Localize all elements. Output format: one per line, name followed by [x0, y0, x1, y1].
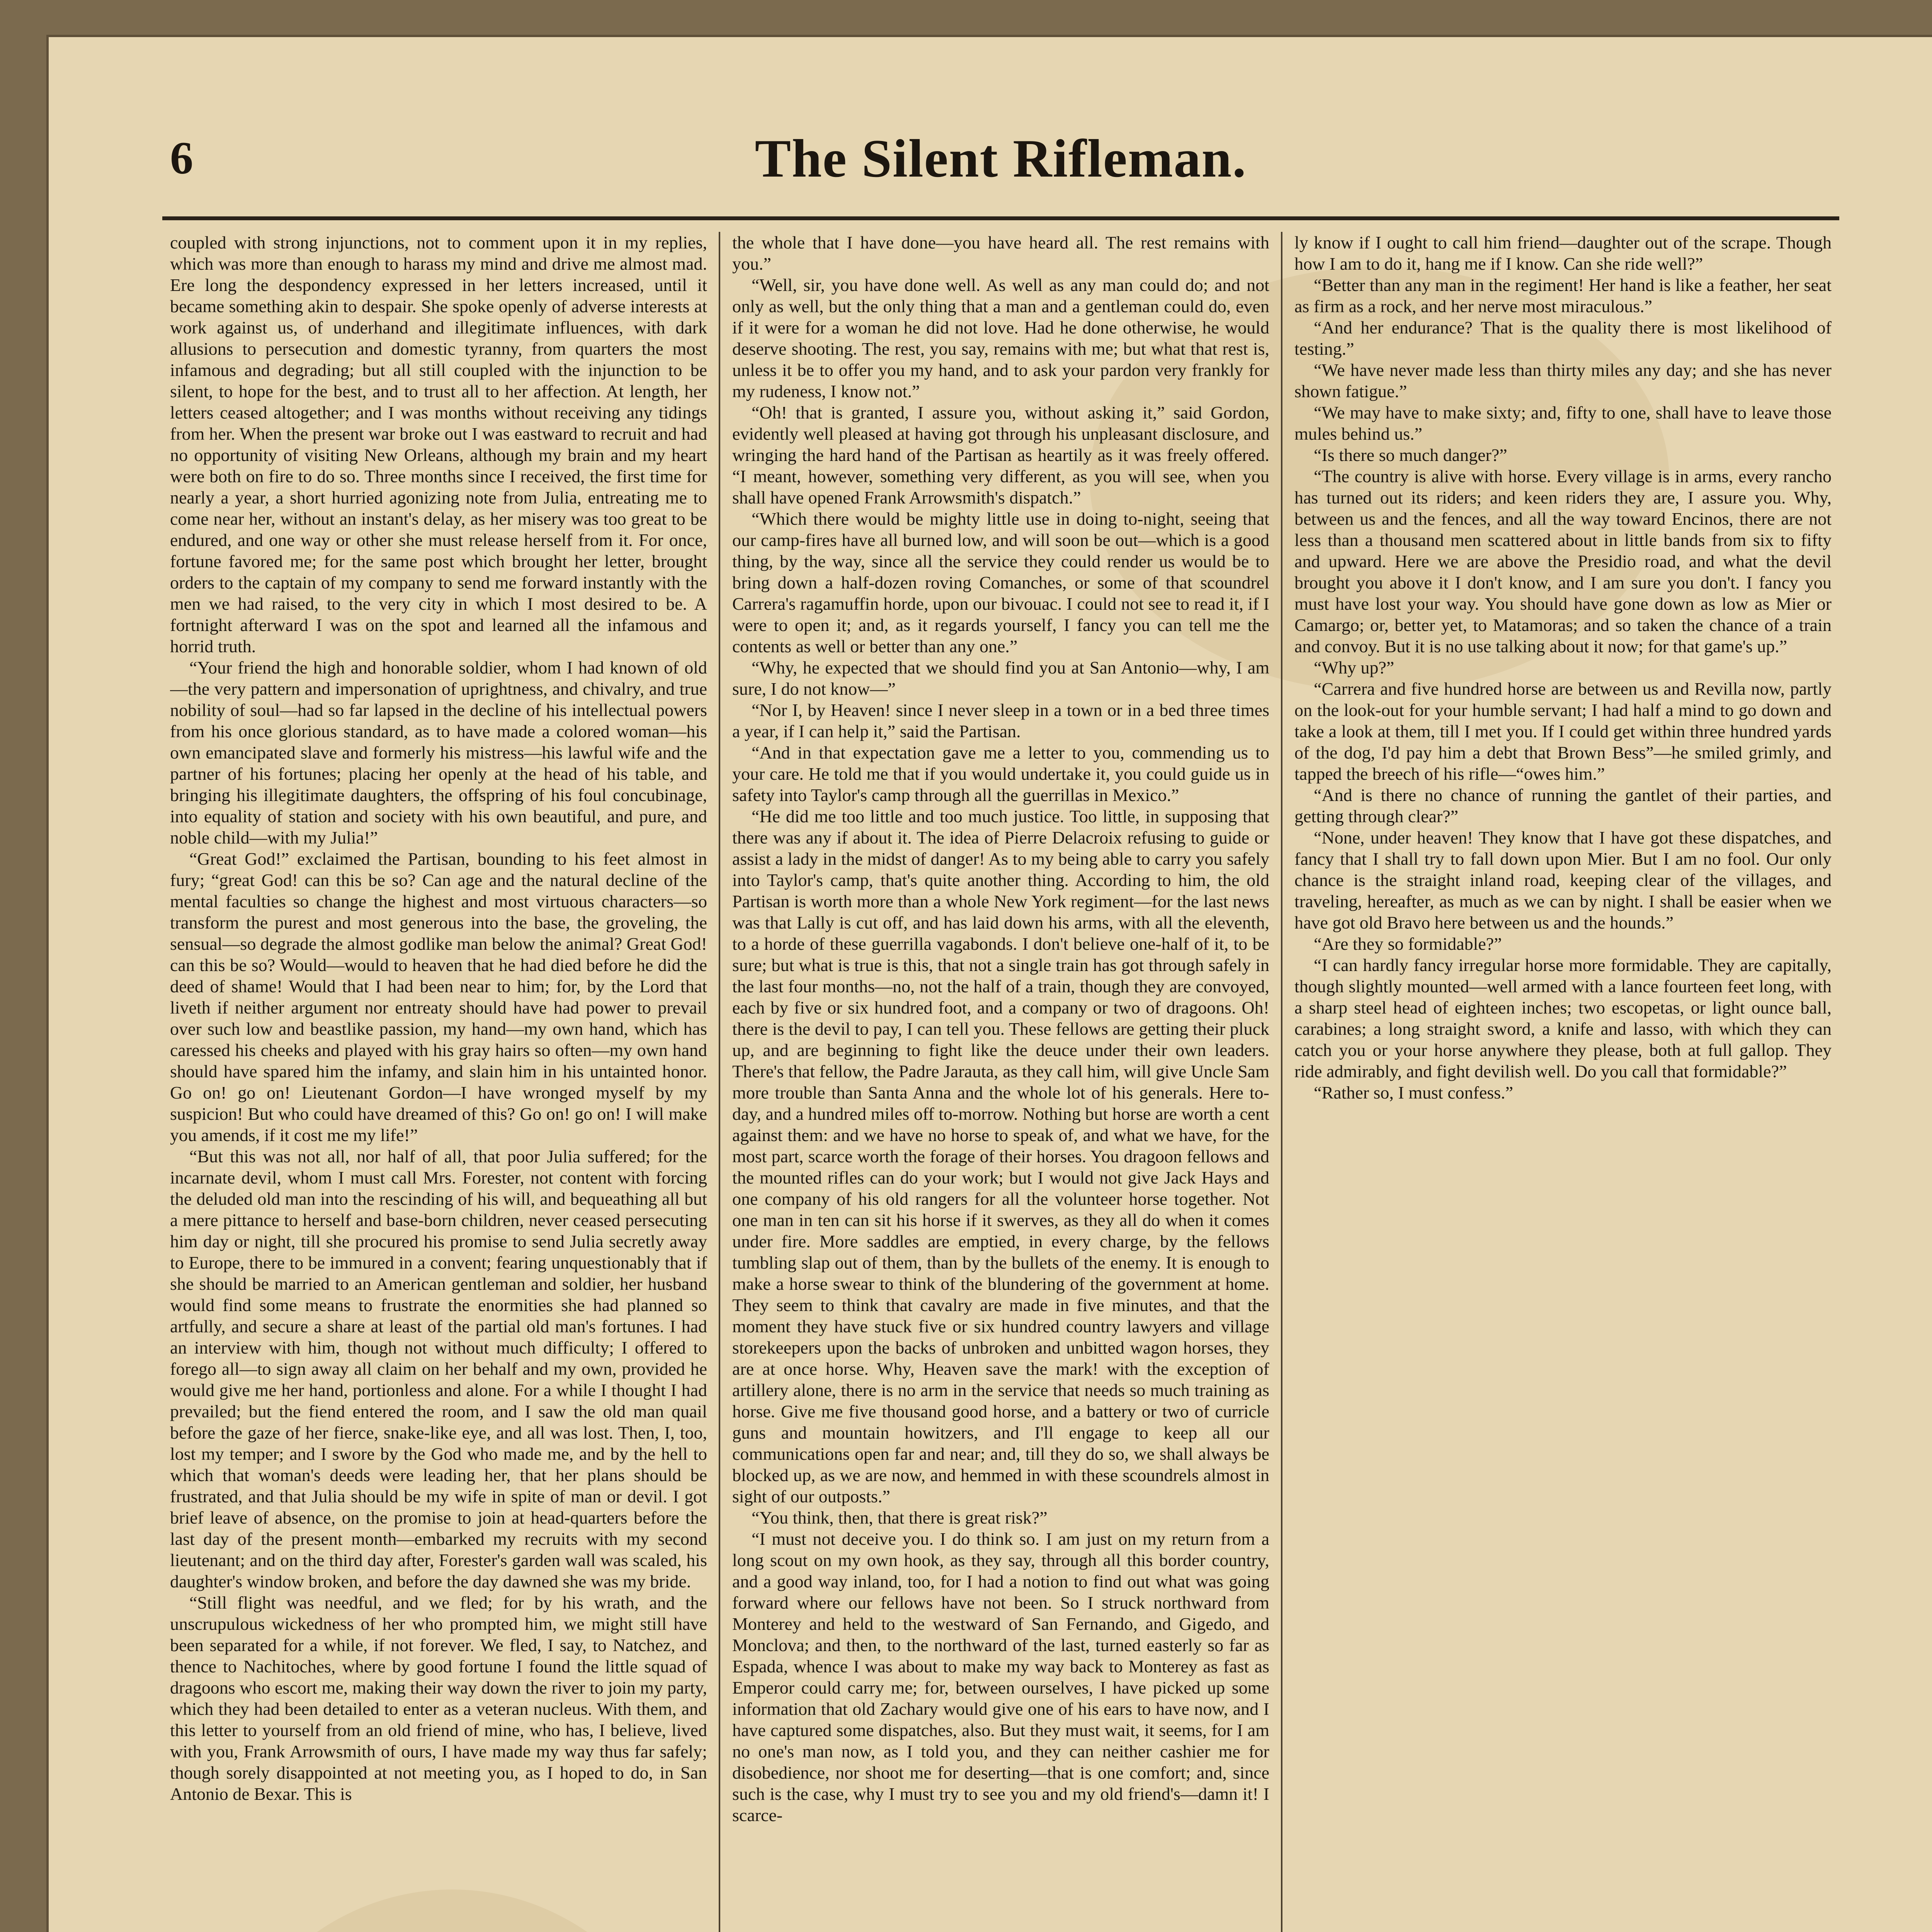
- article-body: [170, 232, 1832, 1932]
- paragraph: “You think, then, that there is great risk?”: [752, 1508, 1048, 1527]
- paragraph: “I must not deceive you. I do think so. I am just on my return from a long scout on my own hook, as they say, through all this border country, and a good way inland, too, for I had a notion to find out what was going forward where our fellows have not been. So I struck northward from Monterey and held to the westward of San Fernando, and Gigedo, and Monclova; and then, to the northward of the last, turned easterly so far as Espada, whence I was about to make my way back to Monterey as fast as Emperor could carry me; for, between ourselves, I have picked up some information that old Zachary would give one of his ears to have now, and I have captured some dispatches, also. But they must wait, it seems, for I am no one's man now, as I told you, and they can neither cashier me for disobedience, nor shoot me for deserting—that is one comfort; and, since such is the case, why I must try to see you and my old friend's—damn it! I scarce-: [732, 1529, 1269, 1825]
- paragraph: “Carrera and five hundred horse are between us and Revilla now, partly on the look-out for your humble servant; I had half a mind to go down and take a look at them, till I met you. If I could get within three hundred yards of the dog, I'd pay him a debt that Brown Bess”—he smiled grimly, and tapped the breech of his rifle—“owes him.”: [1294, 679, 1832, 784]
- paragraph: “Oh! that is granted, I assure you, without asking it,” said Gordon, evidently well pleased at having got through his unpleasant disclosure, and wringing the hard hand of the Partisan as heartily as it was freely offered. “I meant, however, something very different, as you will see, when you shall have opened Frank Arrowsmith's dispatch.”: [732, 403, 1269, 507]
- paragraph: “We may have to make sixty; and, fifty to one, shall have to leave those mules behind us.”: [1294, 403, 1832, 444]
- paragraph: “Why up?”: [1314, 658, 1395, 677]
- paragraph: “We have never made less than thirty miles any day; and she has never shown fatigue.”: [1294, 360, 1832, 401]
- paragraph: “Better than any man in the regiment! Her hand is like a feather, her seat as firm as a rock, and her nerve most miraculous.”: [1294, 275, 1832, 316]
- paragraph: “Nor I, by Heaven! since I never sleep in a town or in a bed three times a year, if I can help it,” said the Partisan.: [732, 700, 1269, 741]
- text-column-2: [732, 232, 1269, 1932]
- paragraph: “Your friend the high and honorable soldier, whom I had known of old—the very pattern and impersonation of uprightness, and chivalry, and true nobility of soul—had so far lapsed in the decline of his intellectual powers from his once glorious standard, as to have made a colored woman—his own emancipated slave and formerly his mistress—his lawful wife and the partner of his fortunes; placing her openly at the head of his table, and bringing his illegitimate daughters, the offspring of his foul concubinage, into equality of station and society with his own beautiful, and pure, and noble child—with my Julia!”: [170, 658, 707, 847]
- paragraph: “He did me too little and too much justice. Too little, in supposing that there was any if about it. The idea of Pierre Delacroix refusing to guide or assist a lady in the midst of danger! As to my being able to carry you safely into Taylor's camp, that's quite another thing. According to him, the old Partisan is worth more than a whole New York regiment—for the last news was that Lally is cut off, and has laid down his arms, with all the eleventh, to a horde of these guerrilla vagabonds. I don't believe one-half of it, to be sure; but what is true is this, that not a single train has got through safely in the last four months—no, not the half of a train, though they are convoyed, each by five or six hundred foot, and a company or two of dragoons. Oh! there is the devil to pay, I can tell you. These fellows are getting their pluck up, and are beginning to fight like the deuce under their own leaders. There's that fellow, the Padre Jarauta, as they call him, will give Uncle Sam more trouble than Santa Anna and the whole lot of his generals. Here to-day, and a hundred miles off to-morrow. Nothing but horse are worth a cent against them: and we have no horse to speak of, and what we have, for the most part, scarce worth the forage of their horses. You dragoon fellows and the mounted rifles can do your work; but I would not give Jack Hays and one company of his old rangers for all the volunteer horse together. Not one man in ten can sit his horse if it swerves, as they all do when it comes under fire. More saddles are emptied, in every charge, by the fellows tumbling slap out of them, than by the bullets of the enemy. It is enough to make a horse swear to think of the blundering of the government at home. They seem to think that cavalry are made in five minutes, and that the moment they have stuck five or six hundred country lawyers and village storekeepers upon the backs of unbroken and unbitted wagon horses, they are at once horse. Why, Heaven save the mark! with the exception of artillery alone, there is no arm in the service that needs so much training as horse. Give me five thousand good horse, and a battery or two of curricle guns and mountain howitzers, and I'll engage to keep all our communications open far and near; and, till they do so, we shall always be blocked up, as we are now, and hemmed in with these scoundrels almost in sight of our outposts.”: [732, 806, 1269, 1506]
- page-number: 6: [170, 132, 193, 184]
- text-column-1: [170, 232, 707, 1932]
- paragraph: “Rather so, I must confess.”: [1314, 1083, 1514, 1102]
- paragraph: “None, under heaven! They know that I have got these dispatches, and fancy that I shall try to fall down upon Mier. But I am no fool. Our only chance is the straight inland road, keeping clear of the villages, and traveling, hereafter, as much as we can by night. I shall be easier when we have got old Bravo here between us and the hounds.”: [1294, 828, 1832, 932]
- column-divider: [719, 232, 720, 1932]
- paragraph: ly know if I ought to call him friend—daughter out of the scrape. Though how I am to do it, hang me if I know. Can she ride well?”: [1294, 233, 1832, 274]
- column-divider: [1281, 232, 1282, 1932]
- paragraph: “Which there would be mighty little use in doing to-night, seeing that our camp-fires have all burned low, and will soon be out—which is a good thing, by the way, since all the service they could render us would be to bring down a half-dozen roving Comanches, or some of that scoundrel Carrera's ragamuffin horde, upon our bivouac. I could not see to read it, if I were to open it; and, as it regards yourself, I fancy you can tell me the contents as well or better than any one.”: [732, 509, 1269, 656]
- paragraph: “The country is alive with horse. Every village is in arms, every rancho has turned out its riders; and keen riders they are, I assure you. Why, between us and the fences, and all the way toward Encinos, there are not less than a thousand men scattered about in little bands from six to fifty and upward. Here we are above the Presidio road, and what the devil brought you above it I don't know, and I am sure you don't. I fancy you must have lost your way. You should have gone down as low as Mier or Camargo; or, better yet, to Matamoras; and so taken the chance of a train and convoy. But it is no use talking about it now; for that game's up.”: [1294, 466, 1832, 656]
- paragraph: the whole that I have done—you have heard all. The rest remains with you.”: [732, 233, 1269, 274]
- header-divider: [162, 216, 1839, 220]
- paragraph: “Are they so formidable?”: [1314, 934, 1502, 954]
- paragraph: “Is there so much danger?”: [1314, 445, 1507, 465]
- paragraph: “Great God!” exclaimed the Partisan, bounding to his feet almost in fury; “great God! can this be so? Can age and the natural decline of the mental faculties so change the highest and most virtuous characters—so transform the purest and most generous into the base, the groveling, the sensual—so degrade the almost godlike man below the animal? Great God! can this be so? Would—would to heaven that he had died before he did the deed of shame! Would that I had been near to him; for, by the Lord that liveth if neither argument nor entreaty should have had power to prevail over such low and beastlike passion, my hand—my own hand, which has caressed his cheeks and played with his gray hairs so often—my own hand should have spared him the infamy, and slain him in his untainted honor. Go on! go on! Lieutenant Gordon—I have wronged myself by my suspicion! But who could have dreamed of this? Go on! go on! I will make you amends, if it cost me my life!”: [170, 849, 707, 1145]
- paragraph: “Still flight was needful, and we fled; for by his wrath, and the unscrupulous wickedness of her who prompted him, we might still have been separated for a while, if not forever. We fled, I say, to Natchez, and thence to Nachitoches, where by good fortune I found the little squad of dragoons who escort me, making their way down the river to join my party, which they had been detailed to enter as a veteran nucleus. With them, and this letter to yourself from an old friend of mine, who has, I believe, lived with you, Frank Arrowsmith of ours, I have made my way thus far safely; though sorely disappointed at not meeting you, as I hoped to do, in San Antonio de Bexar. This is: [170, 1593, 707, 1804]
- paragraph: “Well, sir, you have done well. As well as any man could do; and not only as well, but the only thing that a man and a gentleman could do, even if it were for a woman he did not love. Had he done otherwise, he would deserve shooting. The rest, you say, remains with me; but what that rest is, unless it be to offer you my hand, and to ask your pardon very frankly for my rudeness, I know not.”: [732, 275, 1269, 401]
- paragraph: coupled with strong injunctions, not to comment upon it in my replies, which was more than enough to harass my mind and drive me almost mad. Ere long the despondency expressed in her letters increased, until it became something akin to despair. She spoke openly of adverse interests at work against us, of underhand and illegitimate influences, with dark allusions to persecution and domestic tyranny, from quarters the most infamous and degrading; but all still coupled with the injunction to be silent, to hope for the best, and to trust all to her affection. At length, her letters ceased altogether; and I was months without receiving any tidings from her. When the present war broke out I was eastward to recruit and had no opportunity of visiting New Orleans, although my brain and my heart were both on fire to do so. Three months since I received, the first time for nearly a year, a short hurried agonizing note from Julia, entreating me to come near her, without an instant's delay, as her misery was too great to be endured, and one way or other she must release herself from it. For once, fortune favored me; for the same post which brought her letter, brought orders to the captain of my company to send me forward instantly with the men we had raised, to the very city in which I most desired to be. A fortnight afterward I was on the spot and learned all the infamous and horrid truth.: [170, 233, 707, 656]
- text-column-3: [1294, 232, 1832, 1932]
- paragraph: “I can hardly fancy irregular horse more formidable. They are capitally, though slightly mounted—well armed with a lance fourteen feet long, with a sharp steel head of eighteen inches; two escopetas, or light ounce ball, carabines; a long straight sword, a knife and lasso, with which they can catch you or your horse anywhere they please, both at full gallop. They ride admirably, and fight devilish well. Do you call that formidable?”: [1294, 955, 1832, 1081]
- page-title: The Silent Rifleman.: [755, 129, 1247, 189]
- newspaper-page: [46, 35, 1932, 1932]
- paragraph: “But this was not all, nor half of all, that poor Julia suffered; for the incarnate devil, whom I must call Mrs. Forester, not content with forcing the deluded old man into the rescinding of his will, and bequeathing all but a mere pittance to herself and base-born children, never ceased persecuting him day or night, till she procured his promise to send Julia secretly away to Europe, there to be immured in a convent; fearing unquestionably that if she should be married to an American gentleman and soldier, her husband would find some means to frustrate the enormities she had planned so artfully, and secure a share at least of the partial old man's fortunes. I had an interview with him, though not without much difficulty; I offered to forego all—to sign away all claim on her behalf and my own, provided he would give me her hand, portionless and alone. For a while I thought I had prevailed; but the fiend entered the room, and I saw the old man quail before the gaze of her fierce, snake-like eye, and all was lost. Then, I, too, lost my temper; and I swore by the God who made me, and by the hell to which that woman's deeds were leading her, that her plans should be frustrated, and that Julia should be my wife in spite of man or devil. I got brief leave of absence, on the promise to join at head-quarters before the last day of the present month—embarked my recruits with my second lieutenant; and on the third day after, Forester's garden wall was scaled, his daughter's window broken, and before the day dawned she was my bride.: [170, 1146, 707, 1591]
- paragraph: “And is there no chance of running the gantlet of their parties, and getting through clear?”: [1294, 785, 1832, 826]
- paragraph: “And her endurance? That is the quality there is most likelihood of testing.”: [1294, 318, 1832, 359]
- paragraph: “Why, he expected that we should find you at San Antonio—why, I am sure, I do not know—”: [732, 658, 1269, 699]
- paragraph: “And in that expectation gave me a letter to you, commending us to your care. He told me that if you would undertake it, you could guide us in safety into Taylor's camp through all the guerrillas in Mexico.”: [732, 743, 1269, 805]
- page-header: [170, 112, 1832, 213]
